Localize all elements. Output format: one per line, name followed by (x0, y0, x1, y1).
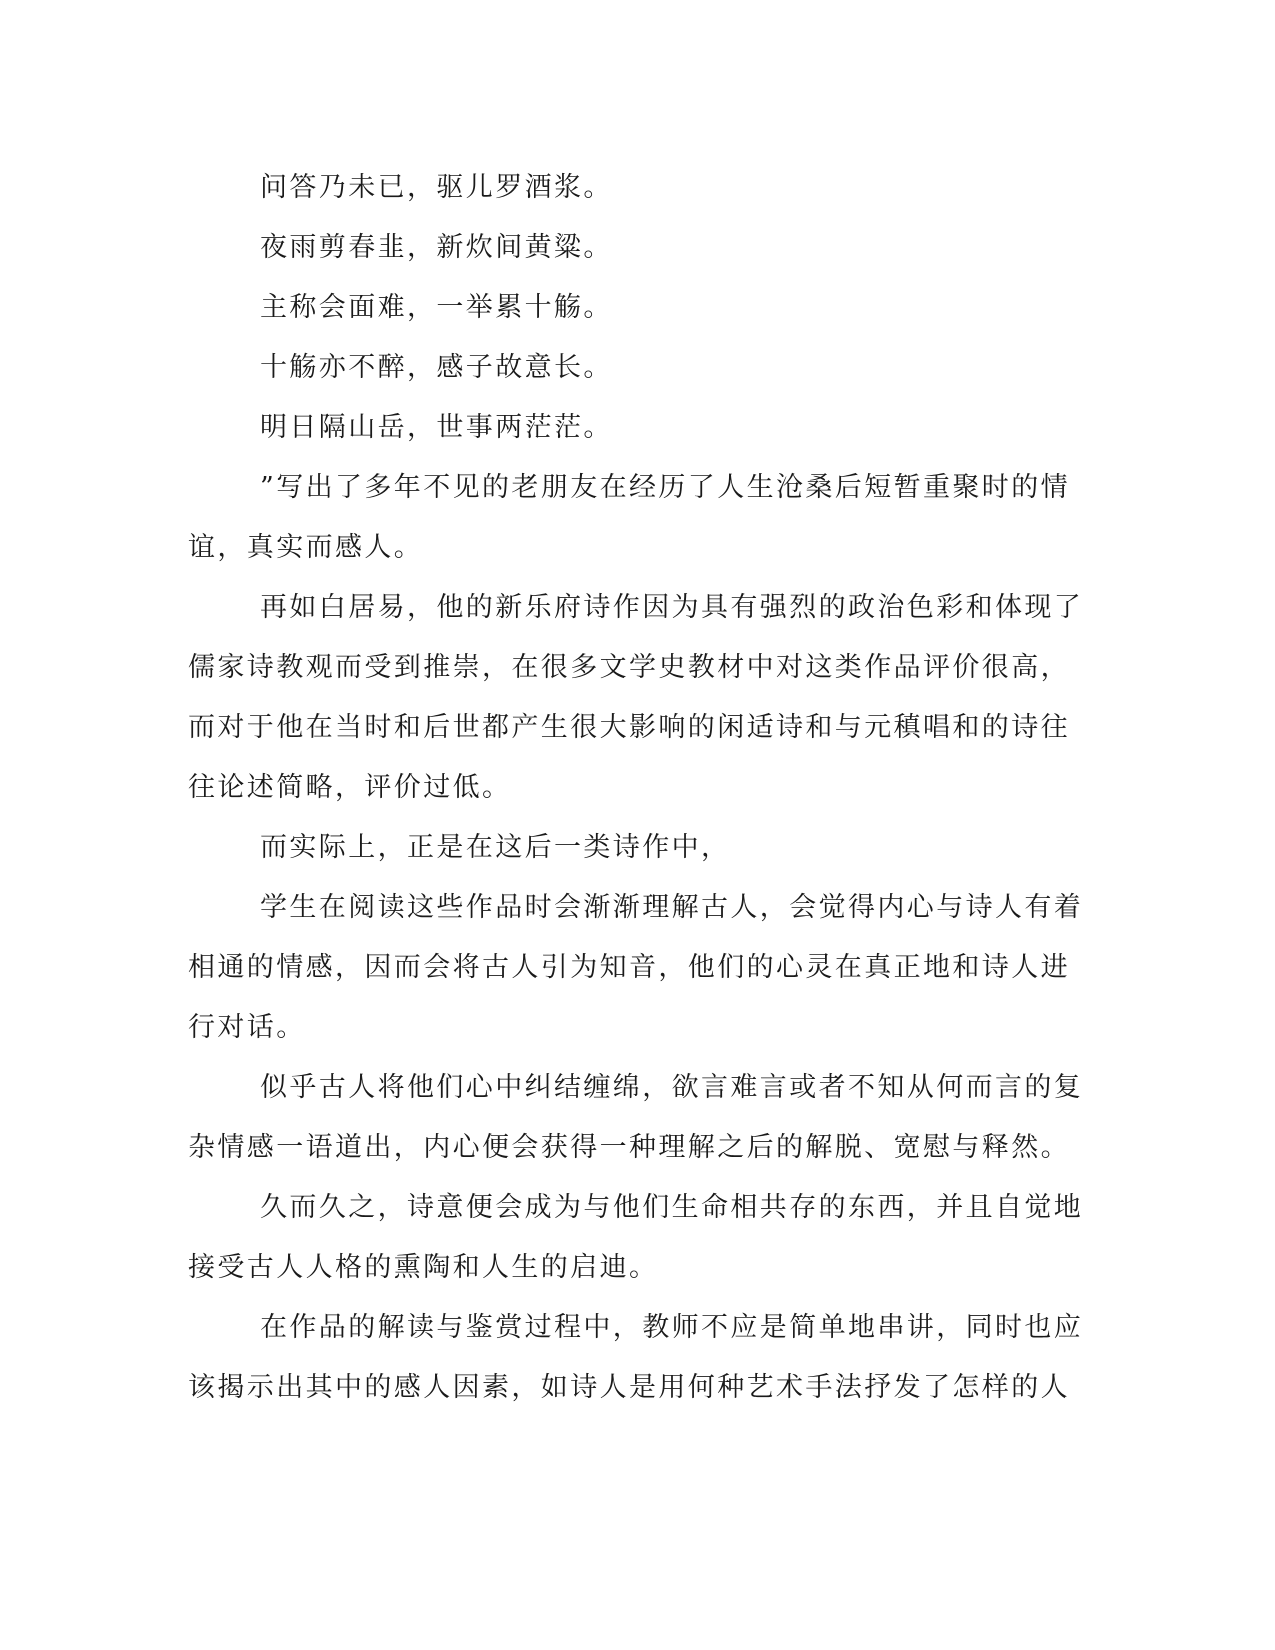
poem-line: 十觞亦不醉，感子故意长。 (260, 352, 613, 383)
paragraph-line: 接受古人人格的熏陶和人生的启迪。 (188, 1252, 659, 1283)
paragraph-line: 而对于他在当时和后世都产生很大影响的闲适诗和与元稹唱和的诗往 (188, 712, 1070, 743)
paragraph-line: 而实际上，正是在这后一类诗作中， (260, 832, 731, 863)
paragraph-line: 儒家诗教观而受到推崇，在很多文学史教材中对这类作品评价很高， (188, 652, 1070, 683)
paragraph-line: 学生在阅读这些作品时会渐渐理解古人，会觉得内心与诗人有着 (260, 892, 1084, 923)
paragraph-line: 行对话。 (188, 1012, 306, 1043)
paragraph-line: 谊，真实而感人。 (188, 532, 424, 563)
paragraph-line: 似乎古人将他们心中纠结缠绵，欲言难言或者不知从何而言的复 (260, 1072, 1084, 1103)
poem-line: 主称会面难，一举累十觞。 (260, 292, 613, 323)
poem-line: 问答乃未已，驱儿罗酒浆。 (260, 172, 613, 203)
paragraph-line: 再如白居易，他的新乐府诗作因为具有强烈的政治色彩和体现了 (260, 592, 1084, 623)
paragraph-line: 在作品的解读与鉴赏过程中，教师不应是简单地串讲，同时也应 (260, 1312, 1084, 1343)
paragraph-line: 往论述简略，评价过低。 (188, 772, 512, 803)
paragraph-line: 杂情感一语道出，内心便会获得一种理解之后的解脱、宽慰与释然。 (188, 1132, 1070, 1163)
paragraph-line: 久而久之，诗意便会成为与他们生命相共存的东西，并且自觉地 (260, 1192, 1084, 1223)
paragraph-line: ”写出了多年不见的老朋友在经历了人生沧桑后短暂重聚时的情 (260, 472, 1071, 503)
paragraph-line: 相通的情感，因而会将古人引为知音，他们的心灵在真正地和诗人进 (188, 952, 1070, 983)
body-text (188, 158, 1084, 1418)
poem-line: 明日隔山岳，世事两茫茫。 (260, 412, 613, 443)
paragraph-line: 该揭示出其中的感人因素，如诗人是用何种艺术手法抒发了怎样的人 (188, 1372, 1070, 1403)
poem-line: 夜雨剪春韭，新炊间黄粱。 (260, 232, 613, 263)
